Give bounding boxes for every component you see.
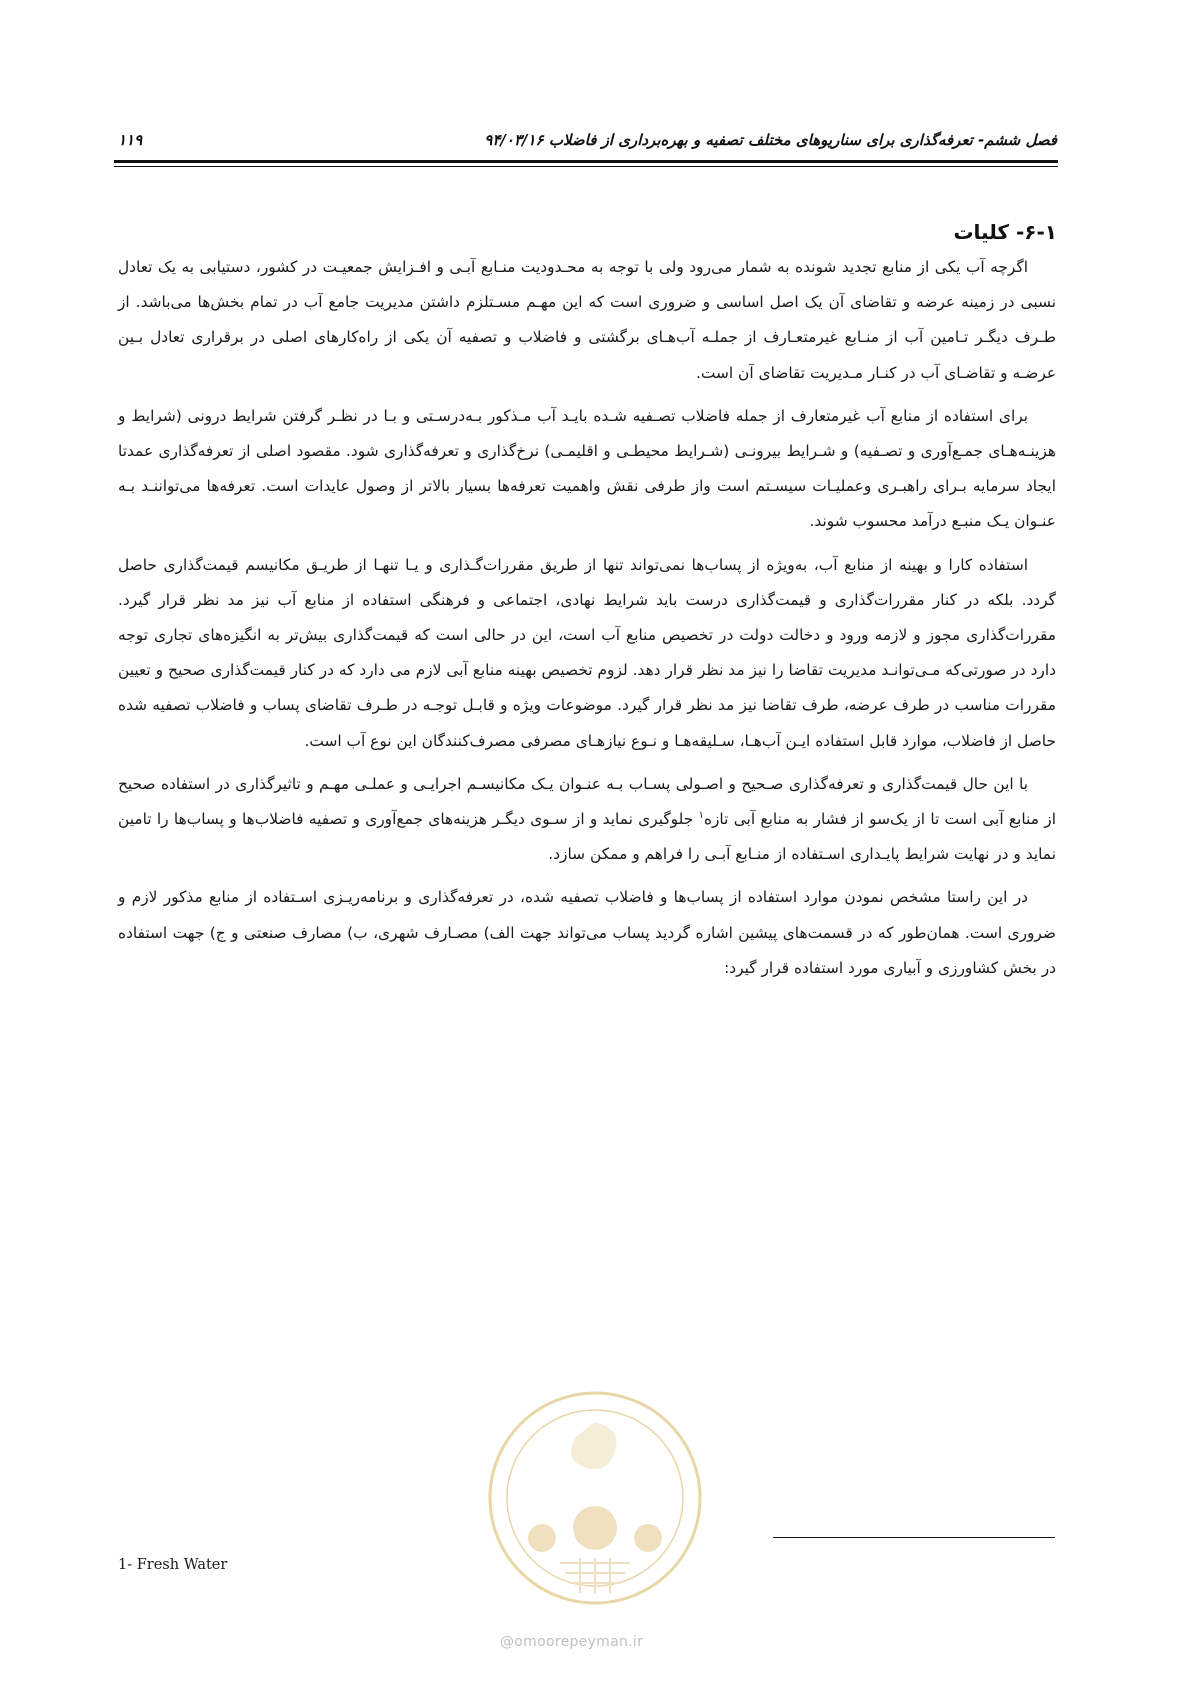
page-number: ۱۱۹ xyxy=(118,131,143,149)
footnote-text: 1- Fresh Water xyxy=(118,1557,228,1573)
paragraph-3: استفاده کارا و بهینه از منابع آب، به‌ویژه از پساب‌ها نمی‌تواند تنها از طریق مقررات‌گـذاری و یـا تنهـا از طریـق مکانیسم قیمت‌گذاری حاصل گردد. بلکه در کنار مقررات‌گذاری و قیمت‌گذاری درست باید شرایط نهادی، اجتماعی و فرهنگی استفاده از منابع آب نیز مد نظر قرار گیرد. مقررات‌گذاری مجوز و لازمه ورود و دخالت دولت در تخصیص منابع آب است، این در حالی است که قیمت‌گذاری بیش‌تر به انگیزه‌های تجاری توجه دارد در صورتی‌که مـی‌توانـد مدیریت تقاضا را نیز مد نظر قرار دهد. لزوم تخصیص بهینه منابع آبی لازم می دارد که در کنار قیمت‌گذاری صحیح و تعیین مقررات مناسب در طرف عرضه، طرف تقاضا نیز مد نظر قرار گیرد. موضوعات ویژه و قابـل توجـه در طـرف تقاضای پساب و فاضلاب تصفیه شده حاصل از فاضلاب، موارد قابل استفاده ایـن آب‌هـا، سـلیقه‌هـا و نـوع نیازهـای مصرفی مصرف‌کنندگان این نوع آب است. xyxy=(118,555,1056,750)
header-rule-thick xyxy=(114,160,1058,163)
chapter-header-title: فصل ششم- تعرفه‌گذاری برای سناریوهای مختلف تصفیه و بهره‌برداری از فاضلاب ۹۴/۰۳/۱۶ xyxy=(484,131,1057,149)
header-rule-thin xyxy=(114,166,1058,167)
section-heading: ۶-۱- کلیات xyxy=(953,220,1057,244)
paragraph-4-part-1: با این حال قیمت‌گذاری و تعرفه‌گذاری صـحیح و اصـولی پسـاب بـه عنـوان یـک مکانیسـم اجرایـی و عملـی مهـم و تاثیرگذاری در استفاده صحیح از منابع آبی است تا از یک‌سو از فشار به منابع آبی تازه xyxy=(118,774,1056,829)
body-text xyxy=(118,250,1056,994)
footnote-rule xyxy=(773,1537,1055,1538)
paragraph-1: اگرچه آب یکی از منابع تجدید شونده به شمار می‌رود ولی با توجه به محـدودیت منـابع آبـی و افـزایش جمعیـت در کشور، دستیابی به یک تعادل نسبی در زمینه عرضه و تقاضای آن یک اصل اساسی و ضروری است که این مهـم مسـتلزم داشتن مدیریت جامع آب در تمام بخش‌ها می‌باشد. از طـرف دیگـر تـامین آب از منـابع غیرمتعـارف از جملـه آب‌هـای برگشتی و فاضلاب و تصفیه آن یکی از راه‌کارهای اصلی در برقراری تعادل بـین عرضـه و تقاضـای آب در کنـار مـدیریت تقاضای آن است. xyxy=(118,258,1056,382)
watermark-url: @omoorepeyman.ir xyxy=(500,1634,644,1650)
paragraph-5: در این راستا مشخص نمودن موارد استفاده از پساب‌ها و فاضلاب تصفیه شده، در تعرفه‌گذاری و برنامه‌ریـزی اسـتفاده از منابع مذکور لازم و ضروری است. همان‌طور که در قسمت‌های پیشین اشاره گردید پساب می‌تواند جهت الف) مصـارف شهری، ب) مصارف صنعتی و ج) جهت استفاده در بخش کشاورزی و آبیاری مورد استفاده قرار گیرد: xyxy=(118,888,1056,977)
footnote-marker: ۱ xyxy=(698,809,704,821)
paragraph-4 xyxy=(118,767,1056,873)
paragraph-2: برای استفاده از منابع آب غیرمتعارف از جمله فاضلاب تصـفیه شـده بایـد آب مـذکور بـه‌درسـتی و بـا در نظـر گرفتن شرایط درونی (شرایط و هزینـه‌هـای جمـع‌آوری و تصـفیه) و شـرایط بیرونـی (شـرایط محیطـی و اقلیمـی) نرخ‌گذاری و تعرفه‌گذاری شود. مقصود اصلی از تعرفه‌گذاری عمدتا ایجاد سرمایه بـرای راهبـری وعملیـات سیسـتم است واز طرفی نقش واهمیت تعرفه‌ها بسیار بالاتر از وصول عایدات است. تعرفه‌ها می‌تواننـد بـه عنـوان یـک منبـع درآمد محسوب شوند. xyxy=(118,406,1056,531)
watermark-seal-icon xyxy=(470,1378,720,1618)
paragraph-4-part-2: جلوگیری نماید و از سـوی دیگـر هزینه‌های جمع‌آوری و تصفیه فاضلاب‌ها و پساب‌ها را تامین نماید و در نهایت شرایط پایـداری اسـتفاده از منـابع آبـی را فراهم و ممکن سازد. xyxy=(118,810,1056,864)
